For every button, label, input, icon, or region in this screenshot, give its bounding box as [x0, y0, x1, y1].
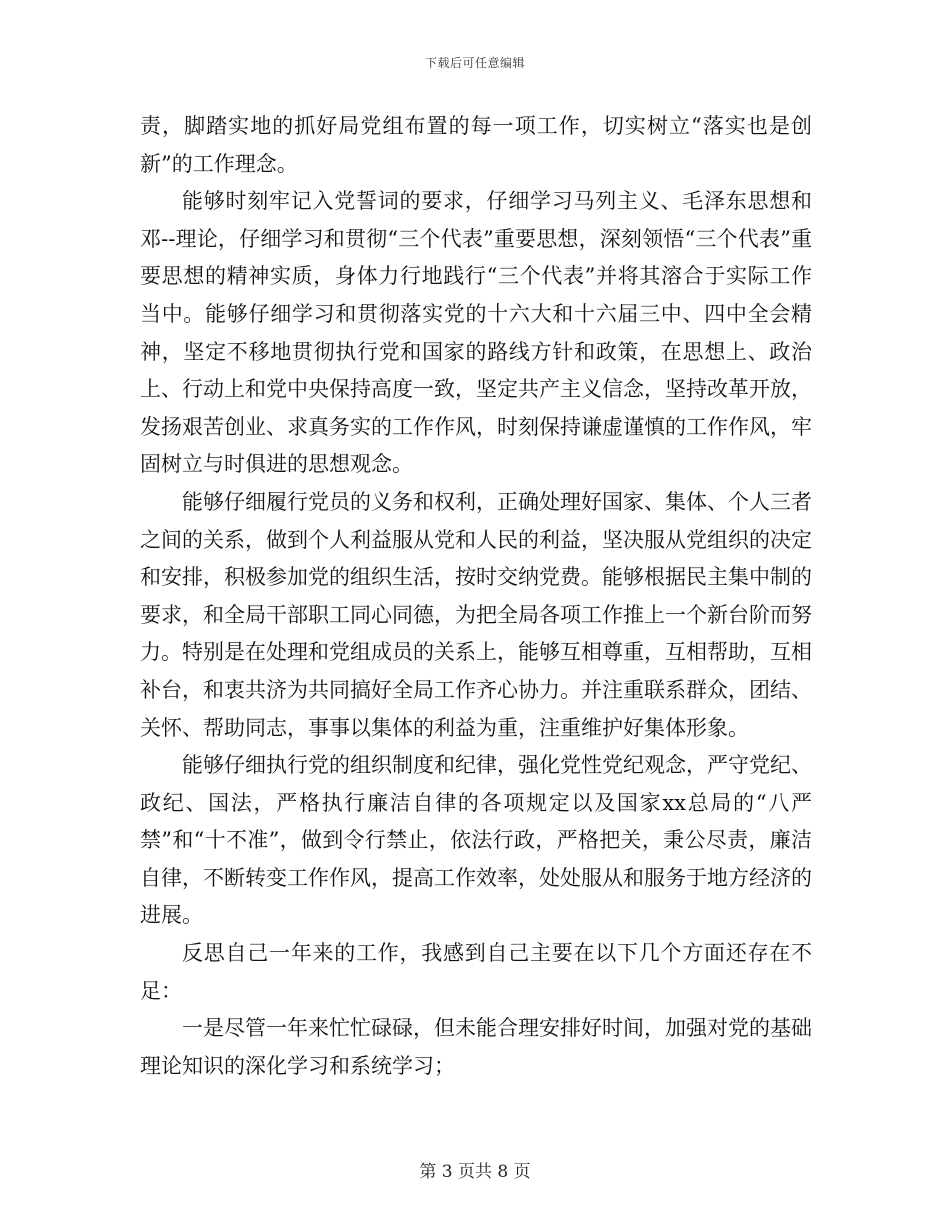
page-footer: 第 3 页共 8 页 [419, 1162, 531, 1182]
paragraph-3: 能够仔细履行党员的义务和权利，正确处理好国家、集体、个人三者之间的关系，做到个人利益服从党和人民的利益，坚决服从党组织的决定和安排，积极参加党的组织生活，按时交纳党费。能够根据民主集中制的要求，和全局干部职工同心同德，为把全局各项工作推上一个新台阶而努力。特别是在处理和党组成员的关系上，能够互相尊重，互相帮助，互相补台，和衷共济为共同搞好全局工作齐心协力。并注重联系群众，团结、关怀、帮助同志，事事以集体的利益为重，注重维护好集体形象。 [140, 489, 812, 740]
paragraph-4: 能够仔细执行党的组织制度和纪律，强化党性党纪观念，严守党纪、政纪、国法，严格执行廉洁自律的各项规定以及国家xx总局的“八严禁”和“十不准”，做到令行禁止，依法行政，严格把关，秉公尽责，廉洁自律，不断转变工作作风，提高工作效率，处处服从和服务于地方经济的进展。 [140, 753, 812, 928]
paragraph-1: 责，脚踏实地的抓好局党组布置的每一项工作，切实树立“落实也是创新”的工作理念。 [140, 114, 812, 176]
paragraph-2: 能够时刻牢记入党誓词的要求，仔细学习马列主义、毛泽东思想和邓--理论，仔细学习和贯彻“三个代表”重要思想，深刻领悟“三个代表”重要思想的精神实质，身体力行地践行“三个代表”并将其溶合于实际工作当中。能够仔细学习和贯彻落实党的十六大和十六届三中、四中全会精神，坚定不移地贯彻执行党和国家的路线方针和政策，在思想上、政治上、行动上和党中央保持高度一致，坚定共产主义信念，坚持改革开放，发扬艰苦创业、求真务实的工作作风，时刻保持谦虚谨慎的工作作风，牢固树立与时俱进的思想观念。 [140, 189, 812, 477]
page-header: 下载后可任意编辑 [424, 56, 525, 70]
document-body [140, 108, 812, 1085]
paragraph-6: 一是尽管一年来忙忙碌碌，但未能合理安排好时间，加强对党的基础理论知识的深化学习和系统学习； [140, 1016, 812, 1078]
paragraph-5: 反思自己一年来的工作，我感到自己主要在以下几个方面还存在不足： [140, 941, 812, 1003]
